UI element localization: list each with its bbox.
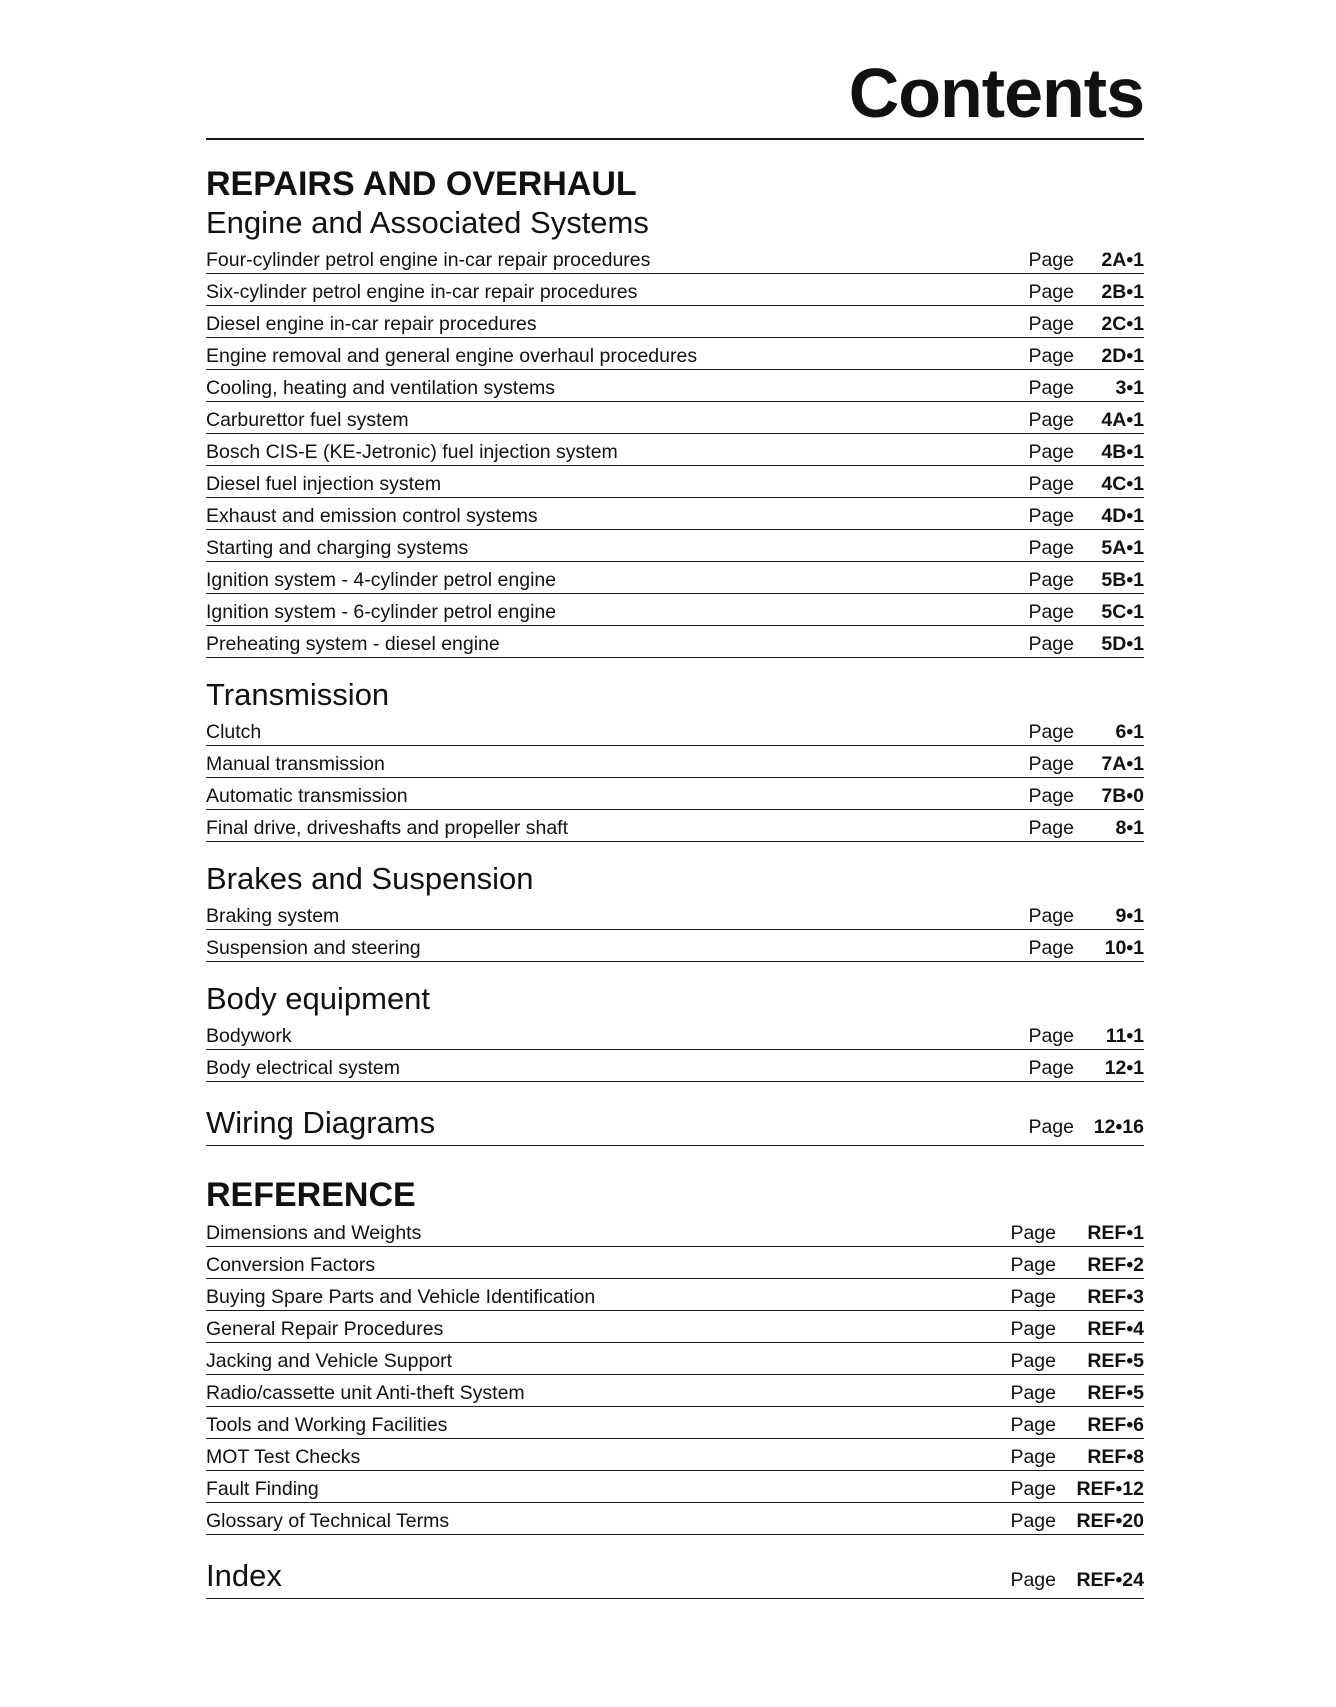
page-number: REF•4 — [1087, 1318, 1144, 1340]
entry-label: Engine removal and general engine overhaul procedures — [206, 345, 698, 367]
toc-entry[interactable] — [206, 778, 1144, 810]
page-ref — [1028, 784, 1144, 808]
toc-entry[interactable] — [206, 338, 1144, 370]
page-word: Page — [1010, 1414, 1056, 1436]
page-number: REF•3 — [1087, 1286, 1144, 1308]
entry-label: Bodywork — [206, 1025, 292, 1047]
toc-entry[interactable] — [206, 1343, 1144, 1375]
page-ref — [1028, 752, 1144, 776]
page-number: 2A•1 — [1101, 249, 1144, 271]
section-heading: Wiring Diagrams — [206, 1105, 436, 1140]
page-ref — [1010, 1568, 1144, 1595]
page-word: Page — [1010, 1510, 1056, 1532]
title-divider — [206, 138, 1144, 140]
toc-entry[interactable] — [206, 530, 1144, 562]
page-title: Contents — [848, 54, 1144, 132]
entry-label: Glossary of Technical Terms — [206, 1510, 450, 1532]
toc-entry[interactable] — [206, 1503, 1144, 1535]
page-ref — [1010, 1253, 1144, 1277]
page-word: Page — [1010, 1254, 1056, 1276]
toc-entry[interactable] — [206, 810, 1144, 842]
entry-label: Jacking and Vehicle Support — [206, 1350, 453, 1372]
page-number: 4D•1 — [1101, 505, 1144, 527]
entry-label: Bosch CIS-E (KE-Jetronic) fuel injection system — [206, 441, 618, 463]
section-heading: Brakes and Suspension — [206, 861, 534, 896]
page-word: Page — [1028, 473, 1074, 495]
page-word: Page — [1028, 1057, 1074, 1079]
toc-entry[interactable] — [206, 434, 1144, 466]
toc-entry[interactable] — [206, 466, 1144, 498]
toc-entry[interactable] — [206, 242, 1144, 274]
toc-entry[interactable] — [206, 898, 1144, 930]
section-body-equipment — [206, 980, 1144, 1082]
toc-entry[interactable] — [206, 1050, 1144, 1082]
page-number: 3•1 — [1115, 377, 1144, 399]
page-word: Page — [1010, 1446, 1056, 1468]
toc-entry[interactable] — [206, 714, 1144, 746]
page-ref — [1028, 472, 1144, 496]
page-ref — [1010, 1381, 1144, 1405]
page-ref — [1028, 1024, 1144, 1048]
entry-label: Dimensions and Weights — [206, 1222, 422, 1244]
toc-entry[interactable] — [206, 1375, 1144, 1407]
entry-label: Preheating system - diesel engine — [206, 633, 500, 655]
contents-body — [206, 164, 1144, 1599]
page-number: REF•8 — [1087, 1446, 1144, 1468]
section-heading: Transmission — [206, 677, 390, 712]
toc-entry[interactable] — [206, 306, 1144, 338]
page-word: Page — [1010, 1286, 1056, 1308]
section-engine — [206, 204, 1144, 658]
page-number: 4B•1 — [1101, 441, 1144, 463]
page-number: REF•5 — [1087, 1350, 1144, 1372]
entry-label: Final drive, driveshafts and propeller shaft — [206, 817, 569, 839]
page-ref — [1028, 816, 1144, 840]
page-number: 7A•1 — [1101, 753, 1144, 775]
toc-entry[interactable] — [206, 1247, 1144, 1279]
page-ref — [1010, 1413, 1144, 1437]
page-ref — [1010, 1477, 1144, 1501]
page-number: 5D•1 — [1101, 633, 1144, 655]
entry-label: MOT Test Checks — [206, 1446, 361, 1468]
page-number: 2C•1 — [1101, 313, 1144, 335]
page-word: Page — [1010, 1478, 1056, 1500]
page-ref — [1028, 632, 1144, 656]
page-word: Page — [1028, 281, 1074, 303]
page-ref — [1010, 1349, 1144, 1373]
entry-label: General Repair Procedures — [206, 1318, 444, 1340]
entry-label: Cooling, heating and ventilation systems — [206, 377, 556, 399]
section-heading: Engine and Associated Systems — [206, 205, 649, 240]
page-word: Page — [1028, 569, 1074, 591]
page-number: REF•20 — [1076, 1510, 1144, 1532]
page-ref — [1028, 248, 1144, 272]
entry-list — [206, 898, 1144, 962]
page-word: Page — [1010, 1222, 1056, 1244]
page-number: 2D•1 — [1101, 345, 1144, 367]
page-word: Page — [1028, 441, 1074, 463]
toc-entry[interactable] — [206, 746, 1144, 778]
page-ref — [1028, 1056, 1144, 1080]
page-word: Page — [1028, 721, 1074, 743]
page-word: Page — [1028, 1116, 1074, 1138]
page-word: Page — [1028, 377, 1074, 399]
toc-entry[interactable] — [206, 594, 1144, 626]
entry-label: Manual transmission — [206, 753, 385, 775]
page-word: Page — [1028, 505, 1074, 527]
page-ref — [1010, 1317, 1144, 1341]
page-number: 6•1 — [1115, 721, 1144, 743]
entry-label: Diesel fuel injection system — [206, 473, 442, 495]
page-word: Page — [1028, 937, 1074, 959]
section-heading: Index — [206, 1558, 282, 1593]
page-ref — [1028, 600, 1144, 624]
page-word: Page — [1028, 753, 1074, 775]
toc-entry[interactable] — [206, 498, 1144, 530]
entry-label: Automatic transmission — [206, 785, 408, 807]
entry-label: Carburettor fuel system — [206, 409, 409, 431]
page-number: REF•1 — [1087, 1222, 1144, 1244]
page-ref — [1028, 504, 1144, 528]
toc-entry[interactable] — [206, 1018, 1144, 1050]
page-ref — [1028, 440, 1144, 464]
page-ref — [1028, 344, 1144, 368]
page-ref — [1028, 536, 1144, 560]
page-word: Page — [1028, 313, 1074, 335]
page-number: 2B•1 — [1101, 281, 1144, 303]
page-number: 12•1 — [1104, 1057, 1144, 1079]
entry-list — [206, 242, 1144, 658]
page-number: REF•5 — [1087, 1382, 1144, 1404]
entry-list — [206, 1018, 1144, 1082]
page-number: REF•12 — [1076, 1478, 1144, 1500]
entry-label: Exhaust and emission control systems — [206, 505, 538, 527]
toc-entry[interactable] — [206, 1311, 1144, 1343]
entry-label: Conversion Factors — [206, 1254, 376, 1276]
page-number: 5B•1 — [1101, 569, 1144, 591]
wiring-diagrams-row[interactable] — [206, 1098, 1144, 1146]
page-ref — [1010, 1445, 1144, 1469]
page-ref — [1028, 312, 1144, 336]
index-row[interactable] — [206, 1551, 1144, 1599]
page-ref — [1010, 1221, 1144, 1245]
page-number: REF•24 — [1076, 1569, 1144, 1591]
page-ref — [1028, 1115, 1144, 1142]
page-number: 5A•1 — [1101, 537, 1144, 559]
entry-label: Radio/cassette unit Anti-theft System — [206, 1382, 525, 1404]
page-word: Page — [1028, 345, 1074, 367]
entry-label: Ignition system - 6-cylinder petrol engine — [206, 601, 557, 623]
toc-entry[interactable] — [206, 930, 1144, 962]
page-word: Page — [1028, 905, 1074, 927]
entry-label: Six-cylinder petrol engine in-car repair procedures — [206, 281, 638, 303]
page-word: Page — [1028, 633, 1074, 655]
page-ref — [1028, 936, 1144, 960]
entry-label: Tools and Working Facilities — [206, 1414, 448, 1436]
page-word: Page — [1028, 249, 1074, 271]
entry-label: Diesel engine in-car repair procedures — [206, 313, 537, 335]
page-number: 5C•1 — [1101, 601, 1144, 623]
page-word: Page — [1028, 1025, 1074, 1047]
page-word: Page — [1028, 409, 1074, 431]
part-heading-repairs: REPAIRS AND OVERHAUL — [206, 165, 637, 203]
toc-entry[interactable] — [206, 402, 1144, 434]
toc-entry[interactable] — [206, 1439, 1144, 1471]
page-ref — [1028, 568, 1144, 592]
toc-entry[interactable] — [206, 562, 1144, 594]
reference-entry-list — [206, 1215, 1144, 1535]
section-transmission — [206, 676, 1144, 842]
toc-entry[interactable] — [206, 1471, 1144, 1503]
page-number: 7B•0 — [1101, 785, 1144, 807]
toc-entry[interactable] — [206, 626, 1144, 658]
entry-label: Braking system — [206, 905, 340, 927]
page-number: 10•1 — [1104, 937, 1144, 959]
page-ref — [1010, 1285, 1144, 1309]
page-number: 12•16 — [1093, 1116, 1144, 1138]
toc-entry[interactable] — [206, 1407, 1144, 1439]
page-word: Page — [1028, 601, 1074, 623]
page-ref — [1010, 1509, 1144, 1533]
section-brakes-suspension — [206, 860, 1144, 962]
page-word: Page — [1028, 785, 1074, 807]
page-ref — [1028, 280, 1144, 304]
page-word: Page — [1028, 817, 1074, 839]
page-ref — [1028, 376, 1144, 400]
page-ref — [1028, 720, 1144, 744]
page-number: 4A•1 — [1101, 409, 1144, 431]
page-word: Page — [1028, 537, 1074, 559]
entry-label: Buying Spare Parts and Vehicle Identification — [206, 1286, 596, 1308]
entry-label: Starting and charging systems — [206, 537, 469, 559]
entry-label: Clutch — [206, 721, 262, 743]
section-heading: Body equipment — [206, 981, 431, 1016]
toc-entry[interactable] — [206, 370, 1144, 402]
page-number: REF•6 — [1087, 1414, 1144, 1436]
entry-list — [206, 714, 1144, 842]
page-word: Page — [1010, 1569, 1056, 1591]
toc-entry[interactable] — [206, 274, 1144, 306]
page-word: Page — [1010, 1318, 1056, 1340]
entry-label: Body electrical system — [206, 1057, 400, 1079]
page-number: REF•2 — [1087, 1254, 1144, 1276]
page-number: 4C•1 — [1101, 473, 1144, 495]
toc-entry[interactable] — [206, 1215, 1144, 1247]
part-heading-reference: REFERENCE — [206, 1176, 416, 1214]
page-word: Page — [1010, 1382, 1056, 1404]
page-number: 9•1 — [1115, 905, 1144, 927]
page-ref — [1028, 904, 1144, 928]
entry-label: Ignition system - 4-cylinder petrol engine — [206, 569, 557, 591]
page-number: 8•1 — [1115, 817, 1144, 839]
toc-entry[interactable] — [206, 1279, 1144, 1311]
page-word: Page — [1010, 1350, 1056, 1372]
entry-label: Four-cylinder petrol engine in-car repair procedures — [206, 249, 651, 271]
page-ref — [1028, 408, 1144, 432]
entry-label: Fault Finding — [206, 1478, 319, 1500]
page-number: 11•1 — [1105, 1025, 1144, 1047]
entry-label: Suspension and steering — [206, 937, 421, 959]
